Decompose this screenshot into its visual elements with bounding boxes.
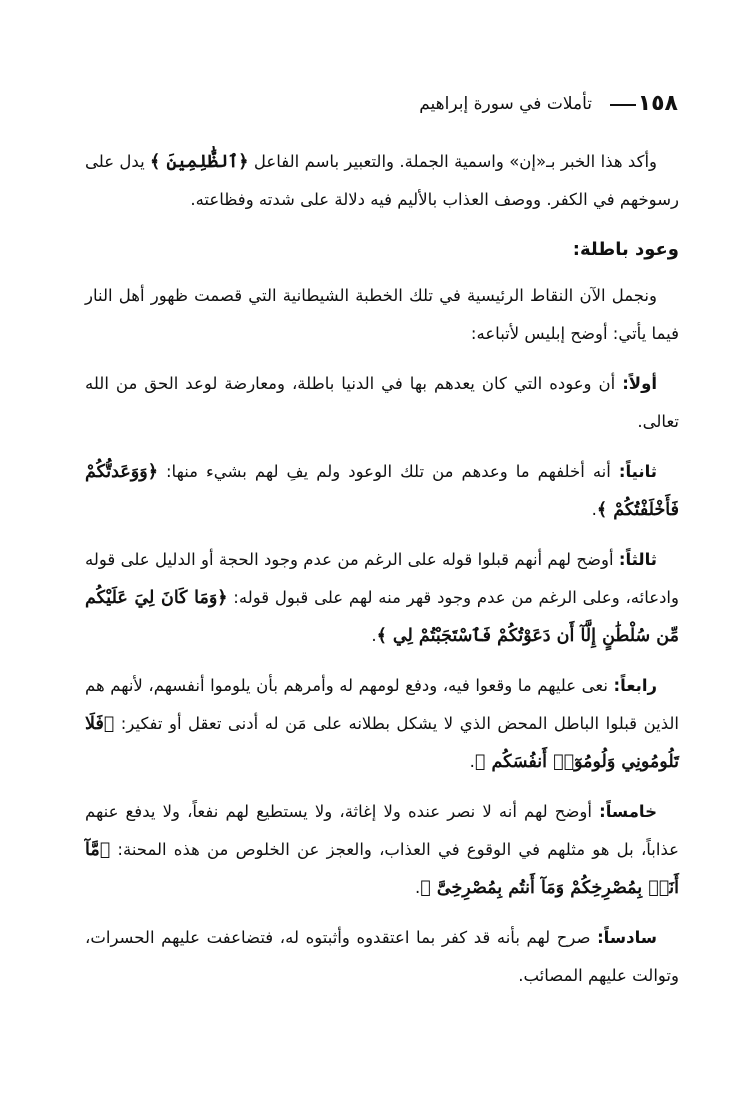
quran-verse: ﴿وَوَعَدتُّكُمْ فَأَخْلَفْتُكُمْ ﴾ [85,462,679,520]
paragraph-2 [85,277,679,353]
paragraph-2-text: ونجمل الآن النقاط الرئيسية في تلك الخطبة الشيطانية التي قصمت ظهور أهل النار فيما يأتي: أوضح إبليس لأتباعه: [85,286,679,343]
page-number: ١٥٨ [637,91,678,116]
point-fourth-label: رابعاً: [613,676,657,695]
quran-verse: ﴿فَلَا تَلُومُونِي وَلُومُوٓا۟ أَنفُسَكُم ﴾ [85,714,679,772]
point-fifth [85,793,679,907]
point-sixth-text: صرح لهم بأنه قد كفر بما اعتقدوه وأثبتوه له، فتضاعفت عليهم الحسرات، وتوالت عليهم المصائب. [85,928,679,985]
paragraph-1 [85,143,679,219]
point-fourth-text: نعى عليهم ما وقعوا فيه، ودفع لومهم له وأمرهم بأن يلوموا أنفسهم، لأنهم هم الذين قبلوا الباطل المحض الذي لا يشكل بطلانه على مَن له أدنى تعقل أو تفكير: [85,676,679,733]
running-title: تأملات في سورة إبراهيم [419,94,592,114]
point-first-text: أن وعوده التي كان يعدهم بها في الدنيا باطلة، ومعارضة لوعد الحق من الله تعالى. [85,374,679,431]
paragraph-1-text-a: وأكد هذا الخبر بـ«إن» واسمية الجملة. والتعبير باسم الفاعل [248,152,657,171]
section-heading: وعود باطلة: [572,239,679,260]
point-second-label: ثانياً: [618,462,657,481]
point-third [85,541,679,655]
header-rule [610,104,636,106]
point-fifth-label: خامساً: [599,802,657,821]
quran-verse: ﴿وَمَا كَانَ لِيَ عَلَيْكُم مِّن سُلْطَٰنٍ إِلَّآ أَن دَعَوْتُكُمْ فَٱسْتَجَبْتُمْ لِي ﴾ [85,588,679,646]
point-fifth-text: أوضح لهم أنه لا نصر عنده ولا إغاثة، ولا يستطيع لهم نفعاً، ولا يدفع عنهم عذاباً، بل هو مثلهم في الوقوع في العذاب، والعجز عن الخلوص من هذه المحنة: [85,802,679,859]
point-first-label: أولاً: [622,374,657,393]
point-first [85,365,679,441]
point-second-text: أنه أخلفهم ما وعدهم من تلك الوعود ولم يفِ لهم بشيء منها: [157,462,619,481]
page-header [86,90,678,120]
point-fourth-end: . [469,752,475,771]
point-fourth [85,667,679,781]
page-body [85,143,679,1007]
point-sixth [85,919,679,995]
point-second-end: . [591,500,597,519]
quran-verse: ﴿مَّآ أَنَا۠ بِمُصْرِخِكُمْ وَمَآ أَنتُم بِمُصْرِخِىَّ ﴾ [85,840,679,898]
point-second [85,453,679,529]
paragraph-1-text-b: يدل على رسوخهم في الكفر. ووصف العذاب بالأليم فيه دلالة على شدته وفظاعته. [85,152,679,209]
point-third-label: ثالثاً: [618,550,657,569]
point-sixth-label: سادساً: [597,928,657,947]
point-third-end: . [371,626,377,645]
quran-verse: ﴿ٱلظَّٰلِمِينَ ﴾ [150,152,249,172]
point-fifth-end: . [415,878,421,897]
point-third-text: أوضح لهم أنهم قبلوا قوله على الرغم من عدم وجود الحجة أو الدليل على قوله وادعائه، وعلى الرغم من عدم وجود قهر منه لهم على قبول قوله: [85,550,679,607]
